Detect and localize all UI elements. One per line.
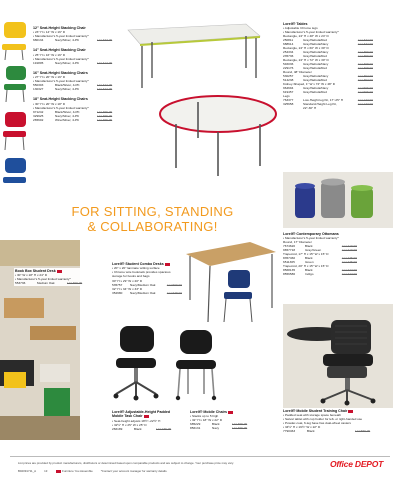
bullet: • Manufacturer's 5-year limited warranty* xyxy=(283,30,339,35)
mobile-chair-photo xyxy=(168,326,226,404)
sku-list-price: List 247.00 xyxy=(341,268,357,273)
bullet: • Padded seat with storage space beneath xyxy=(283,413,342,418)
sku-list-price: List 599.00 xyxy=(166,283,182,288)
round-table-top xyxy=(160,96,276,132)
bullet: • 32" H x 18" W x 22" D xyxy=(190,418,223,423)
sku-number: 7674620 xyxy=(283,244,296,249)
assemble-legend: Furniture You Assemble xyxy=(55,469,92,473)
ottoman-green xyxy=(351,185,373,218)
sku-list-price: List 219.00 xyxy=(341,248,357,253)
bullet: • 20" x 20" laminate writing surface xyxy=(112,266,160,271)
sku-list-price: List 368.00 xyxy=(357,66,373,71)
sku-number: 619457 xyxy=(283,90,294,95)
sku-group-label: Round, 48" Diameter xyxy=(283,70,312,75)
training-chair-section xyxy=(283,409,393,433)
sku-group-label: 30" H x 29" W x 20" D xyxy=(112,279,143,284)
sku-description: Gray/Nebula/Navy xyxy=(303,42,329,47)
sku-list-price: List 359.00 xyxy=(357,54,373,59)
sku-list-price: List 357.00 xyxy=(357,78,373,83)
sku-description: Black xyxy=(305,268,313,273)
sku-list-price: List 566.00 xyxy=(357,90,373,95)
sku-description: Standard-Height Leg Kit, xyxy=(303,102,337,107)
sku-number: 325658 xyxy=(283,102,294,107)
ottomans-photo xyxy=(283,172,393,228)
sku-description: Navy/Medium Oak xyxy=(130,291,156,296)
assembly-flag-icon xyxy=(228,411,233,414)
assembly-flag-icon xyxy=(57,270,62,273)
sku-number: 514238 xyxy=(283,78,294,83)
sku-number: 352980 xyxy=(112,291,123,296)
sku-row xyxy=(112,291,194,295)
sku-description: Gray/Nebula/Red xyxy=(303,54,327,59)
desk-top xyxy=(186,242,276,266)
sku-description: Gray/Nebula/Red xyxy=(303,66,327,71)
sku-row: 680134 Navy/Silver, 4-PK List 377.00 xyxy=(33,38,113,43)
product-title: Lorell® Mobile Student Training Chair xyxy=(283,409,393,413)
sku-row xyxy=(283,90,383,94)
sku-description: Gray/Nebula/Red xyxy=(303,90,327,95)
sku-number: 530257 xyxy=(283,74,294,79)
bullet: • Manufacturer's 5-year limited warranty* xyxy=(33,56,89,61)
chair-block-14 xyxy=(33,48,115,64)
sku-list-price xyxy=(355,106,373,110)
sku-row xyxy=(283,106,383,110)
product-title: 14" Seat-Height Stacking Chair xyxy=(33,48,86,53)
sku-group-label: Rectangle, 24" H x 48" W x 24" D xyxy=(283,34,329,39)
sku-number: 688614 xyxy=(283,42,294,47)
catalog-code: B02091711_A xyxy=(18,469,37,473)
bullet: • Stacks up to 5 high xyxy=(190,414,219,419)
chair-block-12 xyxy=(33,26,115,42)
banner-line-1: FOR SITTING, STANDING xyxy=(71,204,234,219)
bullet: • Manufacturer's 5-year limited warranty* xyxy=(33,105,89,110)
sku-description: Gray/Nebula/Navy xyxy=(303,74,329,79)
bullet: • Manufacturer's 5-year limited warranty* xyxy=(15,277,71,282)
sku-group-label: Legs xyxy=(283,94,290,99)
sku-description: Gray/Nebula/Red xyxy=(303,78,327,83)
footer-rule xyxy=(10,456,390,457)
office-depot-logo xyxy=(330,459,383,469)
bookbox-section xyxy=(14,268,88,286)
sku-row: 329925 Navy/Silver, 4-PK List 456.00 xyxy=(33,113,113,118)
sku-description: 22"-30" H xyxy=(303,106,317,111)
product-title-line2: Mobile Task Chair xyxy=(112,414,182,418)
ottomans-section xyxy=(283,232,383,276)
bullet: • 23" H x 14" W x 16" D xyxy=(33,30,66,35)
sku-description: Gray/Nebula/Navy xyxy=(303,86,329,91)
sku-number: 546036 xyxy=(283,62,294,67)
sku-group-label: Kidney-Shaped, 1" W x 72" W x 48" D xyxy=(283,82,335,87)
sku-row: 553736 Medium Oak List 399.00 xyxy=(15,281,83,286)
chair-photo-yellow xyxy=(2,22,26,50)
chair-photo-green xyxy=(4,66,26,90)
sku-number: 8568135 xyxy=(283,268,296,273)
sku-list-price: List 678.00 xyxy=(166,291,182,296)
sku-row xyxy=(283,272,383,276)
sku-list-price: List 247.00 xyxy=(341,272,357,277)
warranty-note: *Contact your account manager for warranty details. xyxy=(100,469,168,473)
sku-row: 971242 Black/Silver, 4-PK List 456.00 xyxy=(33,109,113,114)
chair-block-16 xyxy=(33,71,115,91)
training-chair-photo xyxy=(283,304,393,408)
sku-group-label: 32" H x 34" W x 33" D xyxy=(112,287,143,292)
sku-number: 763377 xyxy=(283,98,294,103)
sku-description: Black xyxy=(305,244,313,249)
assembly-flag-icon xyxy=(165,263,170,266)
sku-description: Low-Height leg Kit, 17"-25" H xyxy=(303,98,344,103)
bullet: • 34½" H x 19½" W x 22" D xyxy=(283,425,321,430)
product-title: Lorell® Contemporary Ottomans xyxy=(283,232,339,236)
sku-list-price: List 219.00 xyxy=(341,244,357,249)
ottomans-sku-list xyxy=(283,240,383,276)
bullet: • Swivel tablet with cup holder for left- or right-handed use xyxy=(283,417,363,422)
product-title: Lorell® Adjustable-Height Padded xyxy=(112,410,171,414)
bullet: • 27" H x 20" W x 16" D xyxy=(33,75,66,80)
bullet: • Adjustable Chrome legs xyxy=(283,26,318,31)
stacking-chairs-photo xyxy=(0,20,30,195)
sku-group-label: Round, 17" Diameter xyxy=(283,240,312,245)
sku-description: Gray/Nebula/Navy xyxy=(303,50,329,55)
sku-number: 235736 xyxy=(283,54,294,59)
sku-row: 265602 Wine/Silver, 4-PK List 456.00 xyxy=(33,117,113,122)
task-chair-photo xyxy=(108,322,168,402)
sku-description: Gray/Green xyxy=(305,248,322,253)
bullet: • Manufacturer's 5-year limited warranty* xyxy=(283,236,339,241)
mobile-chairs-section xyxy=(190,410,256,430)
sku-description: Black xyxy=(305,256,313,261)
product-title: Lorell® Tables xyxy=(283,22,308,26)
sku-list-price: List 368.00 xyxy=(357,62,373,67)
sku-group-label: Trapezoid, 17" H x 15" W x 15" D xyxy=(283,252,329,257)
assembly-flag-icon xyxy=(144,415,149,418)
product-title: 12" Seat-Height Stacking Chair xyxy=(33,26,86,30)
chair-block-18 xyxy=(33,97,115,121)
tables-sku-list xyxy=(283,34,383,110)
product-title: 18" Seat-Height Stacking Chairs xyxy=(33,97,88,102)
sku-number: 8556586 xyxy=(283,272,296,277)
ottoman-indigo xyxy=(295,183,315,218)
ottoman-gray xyxy=(321,179,345,219)
sku-list-price: List 334.00 xyxy=(357,42,373,47)
sku-list-price: List 357.00 xyxy=(357,74,373,79)
sku-group-label: Trapezoid, 20" H x 15" W x 15" D xyxy=(283,264,329,269)
combo-sku-list xyxy=(112,279,194,295)
logo-text: Office DEPOT xyxy=(330,459,384,469)
product-title: Lorell® Student Combo Desks xyxy=(112,262,194,266)
sku-row: 685229 Black List 366.00 xyxy=(190,422,248,427)
sku-number: 964694 xyxy=(283,86,294,91)
sku-number xyxy=(283,106,301,110)
bullet: • 32½" H x 25" W x 25" D xyxy=(112,422,147,427)
combo-desk-photo xyxy=(180,238,280,326)
combo-desk-section xyxy=(112,262,194,295)
sku-group-label: Rectangle, 24" H x 72" W x 30" D xyxy=(283,58,329,63)
sku-description: Gray/Nebula/Red xyxy=(303,38,327,43)
bullet: • Chrome wire bookrack provides spacious xyxy=(112,270,171,275)
sku-row: 266189 Black List 236.00 xyxy=(112,426,172,431)
tables-photo xyxy=(118,18,280,178)
sku-row: 550303 Black/Silver, 4-PK List 424.00 xyxy=(33,83,113,88)
lorell-tables-section xyxy=(283,22,383,110)
sku-number: 6511365 xyxy=(283,260,295,265)
bullet: • Manufacturer's 5-year limited warranty* xyxy=(33,34,89,39)
sku-row: 7790463 Black List 589.00 xyxy=(283,429,371,434)
sku-list-price: List 177.00 xyxy=(357,102,373,107)
bullet: • 25" H x 16" W x 16" D xyxy=(33,52,66,57)
sku-description: Gray/Nebula/Navy xyxy=(303,62,329,67)
chair-photo-blue xyxy=(3,158,26,183)
sku-description: Green xyxy=(305,260,314,265)
sku-row: 130327 Navy/Silver, 4-PK List 424.00 xyxy=(33,87,113,92)
bullet: • 30" H x 20" W x 18" D xyxy=(33,101,66,106)
chair-photo-red xyxy=(3,112,26,137)
product-title: 16" Seat-Height Stacking Chairs xyxy=(33,70,88,75)
sku-list-price: List 334.00 xyxy=(357,38,373,43)
sku-number: 535757 xyxy=(112,283,123,288)
footer-disclaimer: List prices are provided by product manufacturers, distributors or determined based upon comparable products and are subject to change. Your purchase price may vary. xyxy=(18,461,234,465)
sku-number: 250811 xyxy=(283,38,294,43)
padded-task-chair-section xyxy=(112,410,182,431)
sku-list-price: List 235.00 xyxy=(341,260,357,265)
sku-list-price: List 235.00 xyxy=(341,256,357,261)
product-title: Book Box Student Desk xyxy=(15,269,87,273)
sku-number: 254334 xyxy=(283,50,294,55)
stacking-chairs-section xyxy=(33,26,115,122)
sku-list-price: List 566.00 xyxy=(357,86,373,91)
sku-list-price: List 359.00 xyxy=(357,50,373,55)
promo-banner xyxy=(20,205,285,234)
bullet: • 30" W x 18" H x 24" D xyxy=(15,273,48,278)
bullet: • Powder-coat, 6-leg base has dual-wheel casters xyxy=(283,421,351,426)
desk-chair xyxy=(224,270,252,299)
bullet: • Manufacturer's 5-year limited warranty* xyxy=(33,79,89,84)
page-number: 13 xyxy=(44,469,48,473)
product-title: Lorell® Mobile Chairs xyxy=(190,410,256,414)
sku-row: 856131 Navy List 366.00 xyxy=(190,426,248,431)
footer-meta xyxy=(18,469,167,473)
assembly-flag-icon xyxy=(348,410,353,413)
sku-row: 191805 Navy/Silver, 4-PK List 412.00 xyxy=(33,60,113,65)
bullet: • Seat-height adjusts 18½"–22½" H xyxy=(112,418,161,423)
sku-number: 8357460 xyxy=(283,256,296,261)
sku-description: Navy/Medium Oak xyxy=(130,283,156,288)
sku-group-label: Rectangle, 24" H x 60" W x 30" D xyxy=(283,46,329,51)
banner-line-2: & COLLABORATING! xyxy=(87,218,218,234)
sku-number: 9657718 xyxy=(283,248,296,253)
sku-description: Indigo xyxy=(305,272,314,277)
assembly-flag-icon xyxy=(56,470,61,473)
sku-number: 229176 xyxy=(283,66,294,71)
bullet: storage for books and bags xyxy=(112,274,150,279)
sku-list-price: List 177.00 xyxy=(357,98,373,103)
